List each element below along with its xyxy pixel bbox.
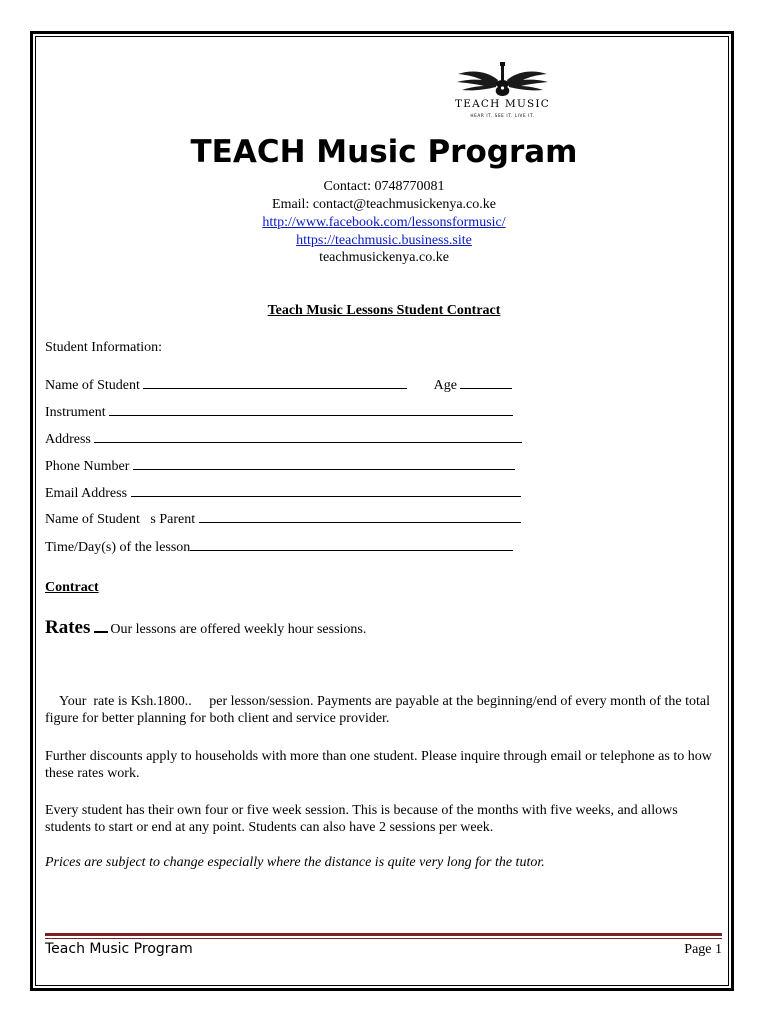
name-of-student-field[interactable] <box>143 375 407 389</box>
instrument-row <box>45 402 513 421</box>
instrument-field[interactable] <box>109 402 513 416</box>
business-site-link[interactable]: https://teachmusic.business.site <box>296 233 472 248</box>
email-row <box>45 483 521 502</box>
name-of-student-row <box>45 375 512 394</box>
rates-text: Our lessons are offered weekly hour sessions. <box>110 622 367 637</box>
name-of-student-label: Name of Student <box>45 378 140 393</box>
facebook-link[interactable]: http://www.facebook.com/lessonsformusic/ <box>262 215 506 230</box>
email-label: Email Address <box>45 486 128 501</box>
parent-label: Name of Student s Parent <box>45 512 196 527</box>
address-row <box>45 429 522 448</box>
rates-underline <box>94 631 108 633</box>
phone-row <box>45 456 515 475</box>
winged-guitar-icon <box>440 62 565 102</box>
footer-page-number: Page 1 <box>684 942 722 957</box>
rates-row <box>45 617 366 639</box>
phone-label: Phone Number <box>45 459 130 474</box>
address-field[interactable] <box>94 429 522 443</box>
page-title: TEACH Music Program <box>190 134 578 170</box>
footer-program-name: Teach Music Program <box>45 941 193 957</box>
time-label: Time/Day(s) of the lesson <box>45 540 191 555</box>
logo-tagline: HEAR IT. SEE IT. LIVE IT. <box>470 113 535 118</box>
contact-email: Email: contact@teachmusickenya.co.ke <box>272 197 496 212</box>
rate-paragraph: Your rate is Ksh.1800.. per lesson/session. Payments are payable at the beginning/end of every month of the total figure for better planning for both client and service provider. <box>45 694 714 726</box>
logo-title: TEACH MUSIC <box>455 98 550 110</box>
discounts-paragraph: Further discounts apply to households with more than one student. Please inquire through email or telephone as to how these rates work. <box>45 749 712 781</box>
age-field[interactable] <box>460 375 512 389</box>
email-field[interactable] <box>131 483 521 497</box>
time-field[interactable] <box>190 537 513 551</box>
contact-phone: Contact: 0748770081 <box>323 179 445 194</box>
prices-note: Prices are subject to change especially where the distance is quite very long for the tutor. <box>45 855 545 870</box>
instrument-label: Instrument <box>45 405 106 420</box>
footer-rule-thick <box>45 933 722 936</box>
contract-heading: Contract <box>45 580 99 595</box>
contract-title: Teach Music Lessons Student Contract <box>267 303 501 318</box>
teach-music-logo <box>440 62 565 124</box>
address-label: Address <box>45 432 91 447</box>
rates-label: Rates <box>45 617 91 638</box>
student-info-heading: Student Information: <box>45 340 163 355</box>
sessions-paragraph: Every student has their own four or five week session. This is because of the months with five weeks, and allows students to start or end at any point. Students can also have 2 sessions per week. <box>45 803 678 835</box>
phone-field[interactable] <box>133 456 515 470</box>
parent-field[interactable] <box>199 509 521 523</box>
footer-rule-thin <box>45 938 722 939</box>
age-label: Age <box>433 378 457 393</box>
time-row <box>45 537 513 556</box>
website-text: teachmusickenya.co.ke <box>319 250 449 265</box>
parent-row <box>45 509 521 528</box>
